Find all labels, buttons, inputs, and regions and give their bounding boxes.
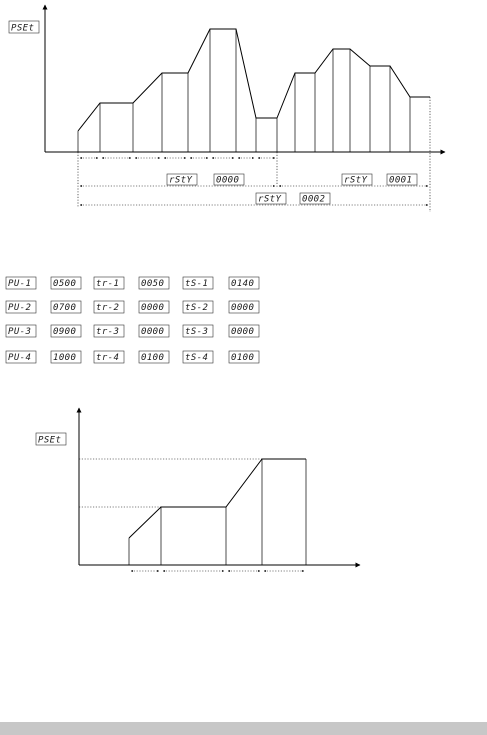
profile-curve-cycle-2 [277,49,430,118]
table-cell: tr-2 [96,303,120,313]
rsty-label: rStY [344,175,368,186]
table-cell: 0000 [231,303,255,313]
rsty-label: rStY [258,194,282,205]
table-cell: 0000 [231,327,255,337]
rsty-label: 0001 [389,175,413,186]
table-cell: 1000 [53,353,77,363]
table-cell: tr-4 [96,353,120,363]
table-cell: 0900 [53,327,77,337]
cycle-guide-lines [78,97,430,212]
table-row [6,325,259,337]
table-row [6,351,259,363]
rsty-display-total [256,193,330,205]
multi-step-profile-diagram [9,5,445,212]
page-footer-bar [0,722,487,735]
rsty-display-cycle-2 [342,174,417,186]
table-cell: tS-2 [185,303,209,313]
parameter-table [6,277,259,363]
rsty-display-cycle-1 [167,174,244,186]
table-cell: 0000 [141,327,165,337]
segment-vertical-lines [78,29,410,152]
table-cell: 0700 [53,303,77,313]
rsty-label: rStY [169,175,193,186]
y-label-display [36,433,66,446]
table-cell: tr-3 [96,327,120,337]
rsty-label: 0002 [302,194,326,205]
profile-curve [129,459,306,538]
table-cell: tS-1 [185,279,209,289]
table-cell: PU-1 [8,279,32,289]
single-cycle-profile-diagram [36,408,360,571]
table-cell: tS-3 [185,327,209,337]
table-cell: PU-2 [8,303,32,313]
table-row [6,301,259,313]
table-cell: 0100 [141,353,165,363]
table-cell: 0140 [231,279,255,289]
rsty-label: 0000 [216,175,240,186]
table-cell: tS-4 [185,353,209,363]
table-cell: 0050 [141,279,165,289]
table-row [6,277,259,289]
table-cell: tr-1 [96,279,120,289]
table-cell: 0000 [141,303,165,313]
profile-curve-cycle-1 [78,29,277,131]
y-label-display [9,21,39,34]
table-cell: 0100 [231,353,255,363]
y-axis-label: PSEt [38,435,62,446]
table-cell: PU-4 [8,353,32,363]
table-cell: PU-3 [8,327,32,337]
table-cell: 0500 [53,279,77,289]
y-axis-label: PSEt [11,23,35,34]
